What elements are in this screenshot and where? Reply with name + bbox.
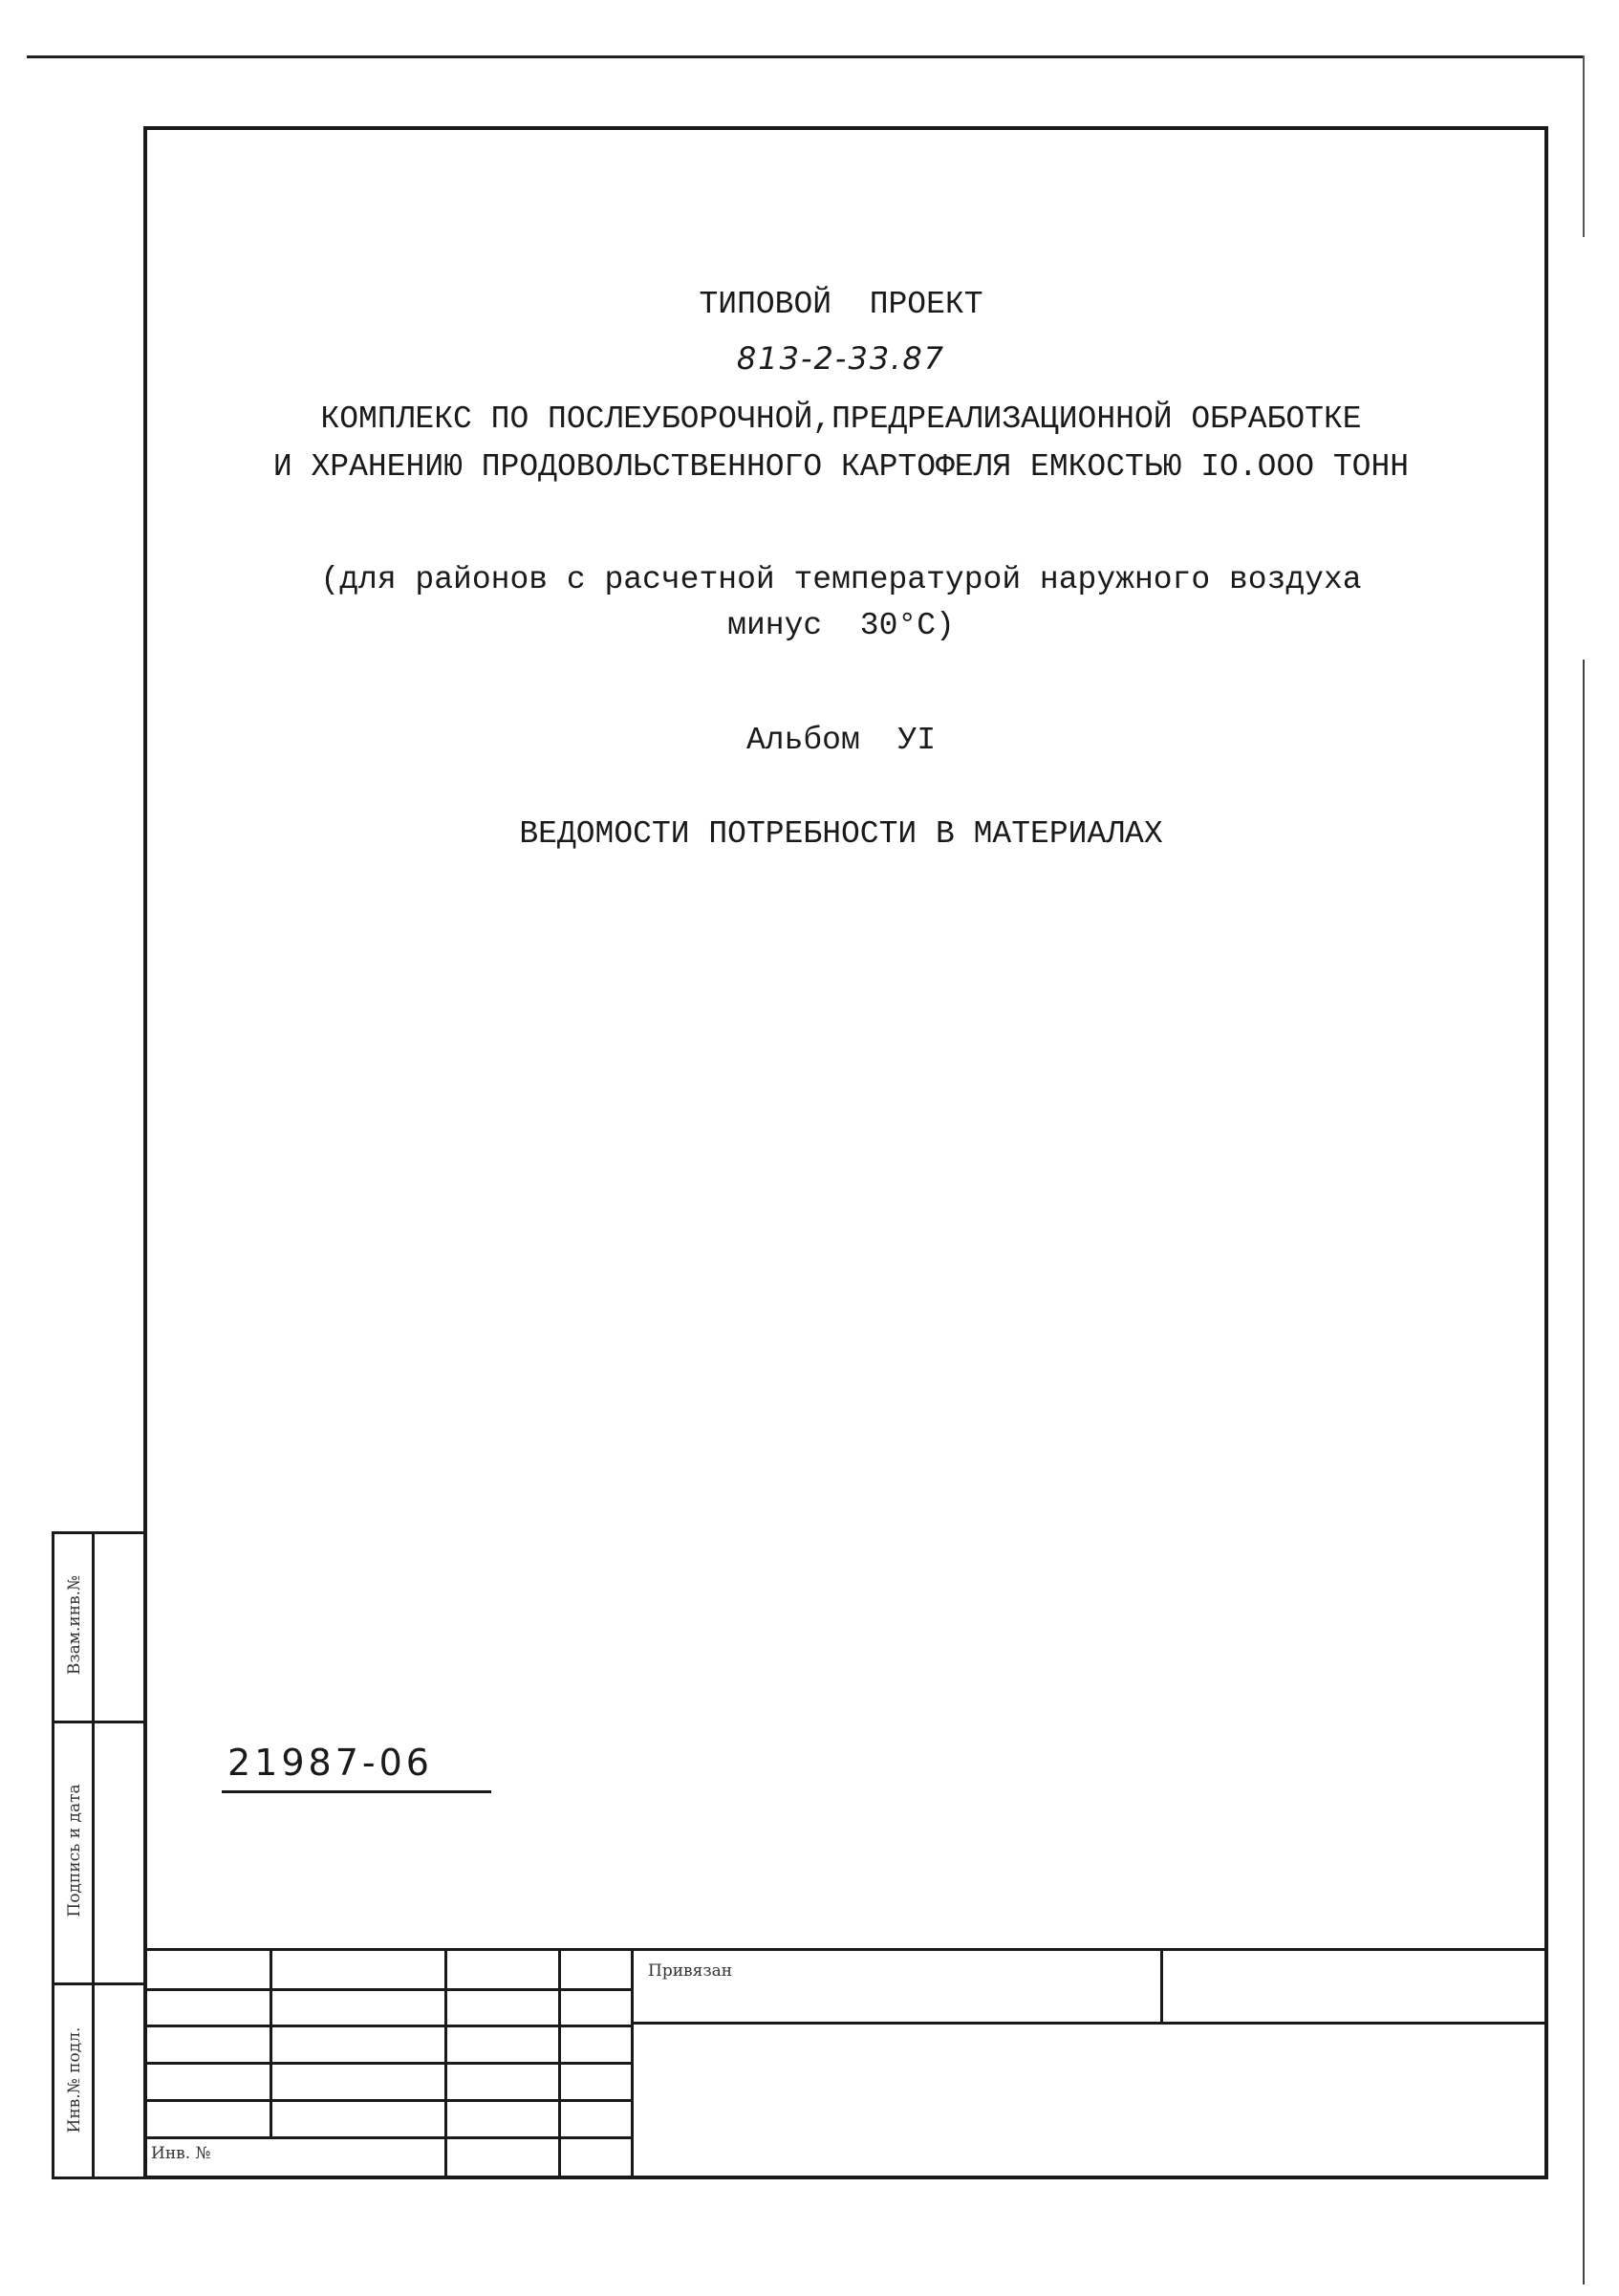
section-title: ВЕДОМОСТИ ПОТРЕБНОСТИ В МАТЕРИАЛАХ	[519, 816, 1163, 852]
side-strip-line	[52, 1531, 145, 1534]
privyazan-label: Привязан	[648, 1961, 733, 1981]
document-type: ТИПОВОЙ ПРОЕКТ	[699, 287, 983, 322]
stamp-line	[633, 2022, 1548, 2025]
side-strip-line	[52, 1531, 54, 2179]
climate-note-line-2: минус 30°С)	[727, 608, 955, 643]
stamp-line	[270, 1948, 272, 2137]
signature-date-label: Подпись и дата	[65, 1784, 84, 1917]
side-strip-line	[52, 1721, 145, 1723]
album-code-underline	[222, 1790, 491, 1793]
project-name-line-2: И ХРАНЕНИЮ ПРОДОВОЛЬСТВЕННОГО КАРТОФЕЛЯ ЕМКОСТЬЮ IO.OOO ТОНН	[272, 449, 1410, 485]
stamp-line	[1160, 1948, 1163, 2024]
project-number: 813-2-33.87	[736, 340, 946, 377]
climate-note-line-1: (для районов с расчетной температурой наружного воздуха	[320, 562, 1362, 597]
right-edge-line	[1583, 660, 1585, 2285]
right-edge-line	[1583, 55, 1585, 237]
album-number: Альбом УI	[745, 723, 937, 758]
stamp-line	[558, 1948, 561, 2179]
album-code: 21987-06	[227, 1742, 433, 1784]
side-strip-line	[52, 2177, 145, 2179]
replacement-inventory-label: Взам.инв.№	[65, 1574, 84, 1676]
inventory-number-label: Инв. №	[151, 2144, 211, 2163]
side-strip-line	[92, 1531, 95, 2179]
side-strip-line	[52, 1982, 145, 1985]
top-border-line	[27, 55, 1585, 58]
project-name-line-1: КОМПЛЕКС ПО ПОСЛЕУБОРОЧНОЙ,ПРЕДРЕАЛИЗАЦИОННОЙ ОБРАБОТКЕ	[320, 401, 1362, 437]
stamp-line	[444, 1948, 447, 2179]
original-inventory-label: Инв.№ подл.	[65, 2026, 84, 2134]
stamp-line	[143, 1948, 1548, 1951]
stamp-line	[631, 1948, 634, 2179]
